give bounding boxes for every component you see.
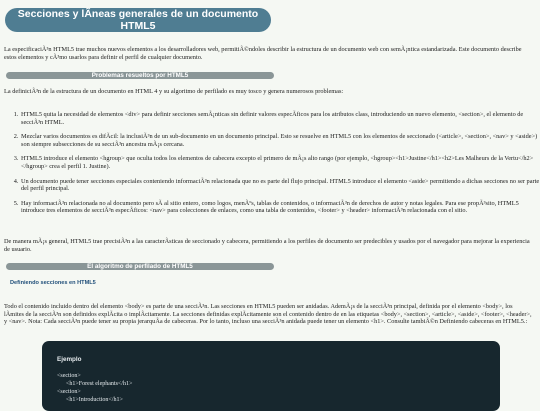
list-item: 1. HTML5 quita la necesidad de elementos <div> para definir secciones semÃ¡nticas sin definir valores especÃficos para los atributos class, introduciendo un nuevo elemento, <section>, el elemento de secciÃ³n HTML. [20,111,540,126]
list-item: 3. HTML5 introduce el elemento <hgroup> que oculta todos los elementos de cabecera excepto el primero de mÃ¡s alto rango (por ejemplo, <hgroup><h1>Justine</h1><h2>Les Malheurs de la Vertu</h2></hgroup> crea el perfil 1. Justine). [20,155,540,170]
code-line: <h1>Forest elephants</h1> [66,381,133,387]
code-line: <section> [57,373,81,379]
section-heading-problems: Problemas resueltos por HTML5 [6,72,274,79]
sections-body-paragraph: Todo el contenido incluido dentro del elemento <body> es parte de una secciÃ³n. Las secciones en HTML5 pueden ser anidadas. AdemÃ¡s de la secciÃ³n principal, definida por el elemento <body>, los lÃmites de la secciÃ³n son definidos explÃcita o implÃcitamente. La secciones definidas explÃcitamente son el contenido dentro de en las etiquetas <body>, <section>, <article>, <aside>, <footer>, <header>, y <nav>. Nota: Cada secciÃ³n puede tener su propia jerarquÃa de cabeceras. Por lo tanto, incluso una secciÃ³n anidada puede tener un elemento <h1>. Consulte tambiÃ©n Definiendo cabeceras en HTML5.: [4,303,532,326]
list-item: 2. Mezclar varios documentos es difÃcil: la inclusiÃ³n de un sub-documento en un documento principal. Esto se resuelve en HTML5 con los elementos de seccionado (<article>, <section>, <nav> y <aside>) son siempre subsecciones de su secciÃ³n ancestra mÃ¡s cercana. [20,133,540,148]
problems-list [8,111,540,222]
code-line: <section> [57,389,81,395]
intro-paragraph: La especificaciÃ³n HTML5 trae muchos nuevos elementos a los desarrolladores web, permitiÃ©ndoles describir la estructura de un documento web con semÃ¡ntica estandarizada. Este documento describe estos elementos y cÃ³mo usarlos para definir el perfil de cualquier documento. [4,46,522,61]
section-heading-algorithm: El algoritmo de perfilado de HTML5 [6,263,274,270]
list-item: 4. Un documento puede tener secciones especiales conteniendo informaciÃ³n relacionada que no es parte del flujo principal. HTML5 introduce el elemento <aside> permitiendo a dichas secciones no ser parte del perfil principal. [20,178,540,193]
code-line: <h1>Introduction</h1> [66,397,123,403]
subheading-defining-sections: Definiendo secciones en HTML5 [10,280,96,286]
page-title: Secciones y lÃneas generales de un documento HTML5 [5,8,271,32]
code-example-title: Ejemplo [57,356,82,363]
code-example-card [42,341,500,411]
list-item: 5. Hay informaciÃ³n relacionada no al documento pero sÃ al sitio entero, como logos, menÃºs, tablas de contenidos, o informaciÃ³n de derechos de autor y notas legales. Para ese propÃ³sito, HTML5 introduce tres elementos de secciÃ³n especÃficos: <nav> para colecciones de enlaces, como una tabla de contenidos, <footer> y <header> informaciÃ³n relacionada con el sitio. [20,200,540,215]
problems-lead-paragraph: La definiciÃ³n de la estructura de un documento en HTML 4 y su algoritmo de perfilado es muy tosco y genera numerosos problemas: [4,88,344,95]
summary-paragraph: De manera mÃ¡s general, HTML5 trae precisiÃ³n a las caracterÃsticas de seccionado y cabecera, permitiendo a los perfiles de documento ser predecibles y usados por el navegador para mejorar la experiencia de usuario. [4,238,530,253]
